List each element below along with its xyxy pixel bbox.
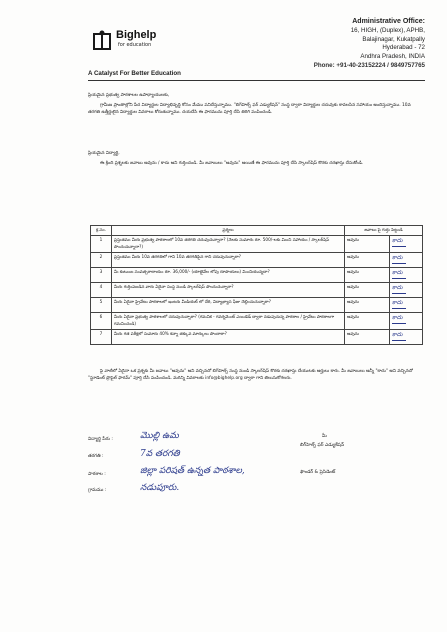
office-line: Hyderabad - 72 xyxy=(382,44,425,52)
office-line: 16, HIGH, (Duplex), APHB, xyxy=(350,26,425,34)
answer-no[interactable]: కాదు xyxy=(390,253,423,268)
row-number: 2 xyxy=(91,253,112,268)
table-row xyxy=(91,330,423,345)
answer-yes[interactable]: అవును xyxy=(345,330,390,345)
village-label: గ్రామము : xyxy=(88,488,107,493)
row-number: 1 xyxy=(91,236,112,253)
table-row xyxy=(91,298,423,313)
answer-no[interactable]: కాదు xyxy=(390,313,423,330)
answer-yes[interactable]: అవును xyxy=(345,253,390,268)
brand-name: Bighelp xyxy=(116,29,157,41)
row-number: 7 xyxy=(91,330,112,345)
row-question: మీరు ఏదైనా ప్రైవేటు పాఠశాలలో ఇంటరు మీడియట్ లో చేరి, విద్యాభ్యాస ఫీజు చెల్లించుచున్నారా? xyxy=(112,298,345,313)
instructions-paragraph: ఈ క్రింది ప్రశ్నలకు జవాబు అవును / కాదు అని గుర్తించండి. మీ జవాబులు "అవును" అయితే ఈ ఫారమును పూర్తి చేసి స్కాలర్‌షిప్ కొరకు దరఖాస్తు చేసుకోండి. xyxy=(100,161,364,166)
row-number: 4 xyxy=(91,283,112,298)
answer-yes[interactable]: అవును xyxy=(345,283,390,298)
answer-no[interactable]: కాదు xyxy=(390,330,423,345)
student-salutation: ప్రియమైన విద్యార్థి, xyxy=(88,151,120,156)
footer-paragraph: పై వాటిలో ఏదైనా ఒక ప్రశ్నకు మీ జవాబు "అవును" అని వచ్చినచో బిగ్‌హెల్ప్ సంస్థ నుండి స్కాలర్‌షిప్ కొరకు దరఖాస్తు చేయుటకు అర్హులు కారు. మీ జవాబులు అన్నీ "కాదు" అని వచ్చినచో "స్టూడెంట్ ప్రొఫైల్ ఫారమ్" పూర్తి చేసి పంపించండి. మరిన్ని వివరాలకు info@bighelp.org ద్వారా గాని తెలుసుకోగలరు. xyxy=(88,369,413,381)
row-number: 6 xyxy=(91,313,112,330)
header-divider xyxy=(88,80,425,81)
answer-yes[interactable]: అవును xyxy=(345,298,390,313)
brand-sub: for education xyxy=(118,42,152,48)
row-number: 5 xyxy=(91,298,112,313)
col-no: క్ర.సం. xyxy=(91,226,112,236)
answer-yes[interactable]: అవును xyxy=(345,268,390,283)
signature-org: బిగ్‌హెల్ప్ ఫర్ ఎడ్యుకేషన్ xyxy=(300,443,345,448)
closing: మీ xyxy=(322,434,327,439)
office-line: Balajinagar, Kukatpally xyxy=(362,35,425,43)
table-row xyxy=(91,236,423,253)
answer-no[interactable]: కాదు xyxy=(390,268,423,283)
book-icon xyxy=(92,30,112,52)
office-heading: Administrative Office: xyxy=(352,18,425,25)
table-row xyxy=(91,313,423,330)
signature-title: ఫౌండర్ & ప్రెసిడెంట్ xyxy=(300,470,336,475)
answer-yes[interactable]: అవును xyxy=(345,236,390,253)
row-question: ప్రస్తుతము మీరు ప్రభుత్వ పాఠశాలలో 10వ తరగతి చదువుచున్నారా? (నెలకు సుమారు రూ. 500/-లకు మించి సహాయం / స్కాలర్‌షిప్ పొందుచున్నారా?) xyxy=(112,236,345,253)
table-row xyxy=(91,253,423,268)
bighelp-logo xyxy=(92,28,212,72)
salutation: ప్రియమైన ప్రభుత్వ పాఠశాలల ఉపాధ్యాయులకు, xyxy=(88,93,170,98)
school-label: పాఠశాల : xyxy=(88,472,106,477)
table-row xyxy=(91,268,423,283)
name-value[interactable]: మొల్లి ఉమ xyxy=(140,431,179,441)
answer-yes[interactable]: అవును xyxy=(345,313,390,330)
answer-no[interactable]: కాదు xyxy=(390,236,423,253)
eligibility-table xyxy=(90,225,423,345)
office-address xyxy=(255,18,425,71)
row-question: మీరు గుర్తింపబడిన వారు ఏదైనా సంస్థ నుండి స్కాలర్‌షిప్ పొందుచున్నారా? xyxy=(112,283,345,298)
row-number: 3 xyxy=(91,268,112,283)
answer-no[interactable]: కాదు xyxy=(390,298,423,313)
class-value[interactable]: 7వ తరగతి xyxy=(140,449,180,459)
col-answer: జవాబు పై గుర్తు పెట్టండి xyxy=(345,226,423,236)
tagline: A Catalyst For Better Education xyxy=(88,70,181,77)
village-value[interactable]: నడుపూరు. xyxy=(140,483,180,493)
row-question: మీరు గత పరీక్షలో సుమారు 40% కన్నా తక్కువ మార్కులు పొందారా? xyxy=(112,330,345,345)
col-question: ప్రశ్నలు xyxy=(112,226,345,236)
row-question: మీరు ఏదైనా ప్రభుత్వ పాఠశాలలో చదువుచున్నారా? (గమనిక - గవర్నమెంట్ ఎయిడెడ్ ద్వారా నడుపుచున్న పాఠశాల / ప్రైవేటు పాఠశాలగా గమనించండి) xyxy=(112,313,345,330)
intro-paragraph: గ్రామీణ ప్రాంతాల్లోని పేద విద్యార్థుల విద్యాభివృద్ధి కోసం మేము పనిచేస్తున్నాము. "బిగ్‌హెల్ప్ ఫర్ ఎడ్యుకేషన్" సంస్థ ద్వారా విద్యార్థుల చదువుకు కావలసిన సహాయం అందిస్తున్నాము. 10వ తరగతి ఉత్తీర్ణులైన విద్యార్థుల వివరాలు కోరుతున్నాము. దయచేసి ఈ ఫారమును పూర్తి చేసి తిరిగి పంపించండి. xyxy=(88,103,411,115)
answer-no[interactable]: కాదు xyxy=(390,283,423,298)
office-line: Andhra Pradesh, INDIA xyxy=(360,53,425,61)
row-question: ప్రస్తుతము మీరు 10వ తరగతిలో గాని 10వ తరగతిపైన గాని చదువుచున్నారా? xyxy=(112,253,345,268)
row-question: మీ కుటుంబ సంవత్సరాదాయం రూ. 36,000/- (యాభైవేల లోపు రూపాయలు) మించియున్నదా? xyxy=(112,268,345,283)
table-row xyxy=(91,283,423,298)
school-value[interactable]: జిల్లా పరిషత్ ఉన్నత పాఠశాల, xyxy=(140,466,245,476)
name-label: విద్యార్థి పేరు : xyxy=(88,437,113,442)
office-phone: Phone: +91-40-23152224 / 9849757765 xyxy=(313,61,425,69)
class-label: తరగతి : xyxy=(88,454,104,459)
